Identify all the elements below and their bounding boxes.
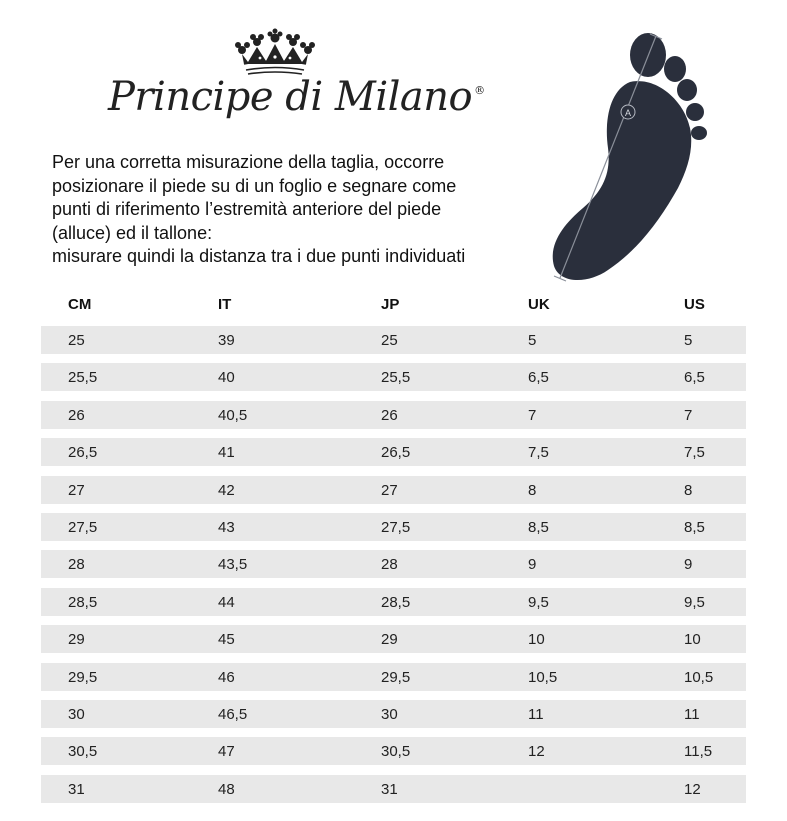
table-cell-uk: 9 xyxy=(528,556,537,574)
toe-2 xyxy=(664,56,686,82)
table-row xyxy=(41,326,746,354)
table-row xyxy=(41,550,746,578)
table-cell-jp: 29 xyxy=(381,631,398,649)
table-cell-it: 44 xyxy=(218,593,235,611)
table-row xyxy=(41,625,746,653)
table-row xyxy=(41,588,746,616)
table-row xyxy=(41,737,746,765)
table-row xyxy=(41,700,746,728)
table-cell-jp: 28,5 xyxy=(381,593,411,611)
table-cell-it: 48 xyxy=(218,780,235,798)
table-cell-cm: 30,5 xyxy=(68,743,98,761)
table-cell-it: 39 xyxy=(218,332,235,349)
table-cell-it: 43,5 xyxy=(218,556,248,574)
brand-name: Principe di Milano xyxy=(108,74,473,120)
table-cell-us: 8 xyxy=(684,481,693,499)
table-cell-uk: 9,5 xyxy=(528,593,549,611)
column-header-cm: CM xyxy=(68,296,92,313)
table-cell-us: 10,5 xyxy=(684,668,714,686)
table-cell-uk: 8,5 xyxy=(528,518,549,536)
table-row xyxy=(41,513,746,541)
table-row xyxy=(41,363,746,391)
table-cell-uk: 6,5 xyxy=(528,369,549,387)
table-cell-uk: 7,5 xyxy=(528,444,549,462)
table-cell-us: 8,5 xyxy=(684,518,705,536)
table-cell-jp: 26 xyxy=(381,406,398,424)
table-cell-uk: 12 xyxy=(528,743,545,761)
table-cell-us: 10 xyxy=(684,631,701,649)
table-cell-jp: 29,5 xyxy=(381,668,411,686)
table-cell-us: 9,5 xyxy=(684,593,705,611)
table-cell-it: 41 xyxy=(218,444,235,462)
table-cell-cm: 28,5 xyxy=(68,593,98,611)
instruction-line: misurare quindi la distanza tra i due punti individuati xyxy=(52,246,466,266)
table-cell-it: 47 xyxy=(218,743,235,761)
measurement-instructions xyxy=(52,151,522,269)
column-header-jp: JP xyxy=(381,296,400,313)
instruction-line: Per una corretta misurazione della taglia, occorre xyxy=(52,152,445,172)
size-table xyxy=(41,290,746,812)
table-cell-it: 43 xyxy=(218,518,235,536)
table-row xyxy=(41,401,746,429)
table-header xyxy=(41,290,746,326)
instruction-line: posizionare il piede su di un foglio e segnare come xyxy=(52,175,457,196)
toe-3 xyxy=(677,79,697,101)
foot-diagram xyxy=(538,30,718,285)
table-cell-jp: 31 xyxy=(381,780,398,798)
table-cell-uk: 11 xyxy=(528,705,544,723)
table-cell-it: 46 xyxy=(218,668,235,686)
table-cell-jp: 27,5 xyxy=(381,518,411,536)
table-cell-cm: 25,5 xyxy=(68,369,98,387)
table-cell-us: 7,5 xyxy=(684,444,705,462)
table-cell-it: 45 xyxy=(218,631,235,649)
table-cell-us: 11,5 xyxy=(684,743,713,761)
table-cell-jp: 27 xyxy=(381,481,398,499)
registered-mark: ® xyxy=(474,84,485,97)
table-cell-uk: 10,5 xyxy=(528,668,558,686)
table-cell-jp: 30 xyxy=(381,705,398,723)
table-cell-cm: 25 xyxy=(68,332,85,349)
table-cell-jp: 26,5 xyxy=(381,444,411,462)
table-cell-jp: 30,5 xyxy=(381,743,411,761)
table-cell-cm: 28 xyxy=(68,556,85,574)
table-cell-it: 46,5 xyxy=(218,705,248,723)
measure-marker-label: A xyxy=(624,108,632,118)
table-body xyxy=(41,326,746,803)
table-cell-us: 11 xyxy=(684,705,700,723)
table-row xyxy=(41,775,746,803)
table-cell-it: 40 xyxy=(218,369,235,387)
table-cell-it: 40,5 xyxy=(218,406,248,424)
table-cell-jp: 25 xyxy=(381,332,398,349)
toe-5 xyxy=(691,126,707,140)
table-cell-cm: 29,5 xyxy=(68,668,98,686)
table-cell-jp: 28 xyxy=(381,556,398,574)
table-cell-cm: 31 xyxy=(68,780,85,798)
table-cell-us: 12 xyxy=(684,780,701,798)
table-cell-cm: 30 xyxy=(68,705,85,723)
table-cell-cm: 27 xyxy=(68,481,85,499)
column-header-uk: UK xyxy=(528,296,550,313)
instruction-line: punti di riferimento l’estremità anteriore del piede xyxy=(52,199,442,219)
brand-wordmark xyxy=(108,74,485,120)
table-cell-uk: 10 xyxy=(528,631,545,649)
table-cell-it: 42 xyxy=(218,481,235,499)
instruction-line: (alluce) ed il tallone: xyxy=(52,222,213,243)
table-row xyxy=(41,476,746,504)
table-cell-uk: 7 xyxy=(528,406,537,424)
table-cell-cm: 26 xyxy=(68,406,85,424)
table-cell-cm: 29 xyxy=(68,631,85,649)
table-row xyxy=(41,438,746,466)
table-cell-us: 9 xyxy=(684,556,693,574)
column-header-it: IT xyxy=(218,296,232,313)
table-cell-uk: 5 xyxy=(528,332,537,349)
table-row xyxy=(41,663,746,691)
toe-4 xyxy=(686,103,704,121)
table-cell-cm: 27,5 xyxy=(68,518,98,536)
column-header-us: US xyxy=(684,296,705,313)
crown-logo xyxy=(230,28,320,78)
table-cell-jp: 25,5 xyxy=(381,369,411,387)
table-cell-us: 6,5 xyxy=(684,369,705,387)
table-cell-uk: 8 xyxy=(528,481,537,499)
table-cell-us: 5 xyxy=(684,332,693,349)
table-cell-us: 7 xyxy=(684,406,693,424)
table-cell-cm: 26,5 xyxy=(68,444,98,462)
